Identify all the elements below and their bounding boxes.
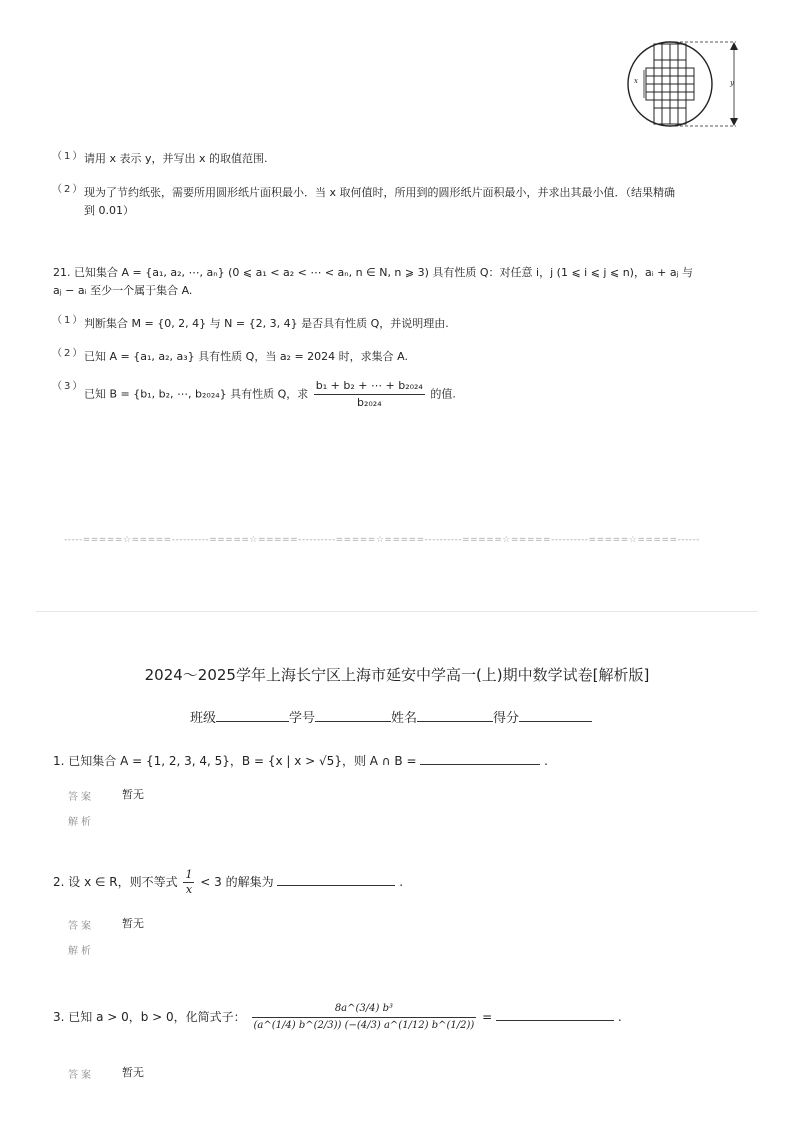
info-row [190,707,592,726]
q2-text: 2. 设 x ∈ R，则不等式 [53,875,178,889]
q21-part3 [84,378,456,411]
q1-answer-value: 暂无 [122,788,144,801]
section-separator: -----=====☆=====----------=====☆=====----------=====☆=====----------=====☆=====----------=====☆=====------ [64,535,701,545]
name-label: 姓名 [391,711,418,726]
q1-analysis-label: 解析 [68,817,94,828]
q2-analysis-label: 解析 [68,946,94,957]
score-field[interactable] [519,709,592,722]
q3-fraction-numerator: 8a^(3/4) b³ [252,1001,477,1018]
diagram-label-y: y [730,79,734,87]
q2-answer-value: 暂无 [122,917,144,930]
q21-part3-number: （3） [52,381,85,392]
page-divider [36,611,758,612]
q21-part3-fraction-denominator: b₂₀₂₄ [357,396,382,409]
q21-part2-text: 已知 A = {a₁, a₂, a₃} 具有性质 Q，当 a₂ = 2024 时，求集合 A. [84,350,408,363]
q3-text: 3. 已知 a > 0，b > 0，化简式子： [53,1010,246,1024]
q21-part3-text-before: 已知 B = {b₁, b₂, ⋯, b₂₀₂₄} 具有性质 Q，求 [84,387,309,401]
question-1 [53,752,548,770]
q3-text-middle: = [482,1010,493,1024]
class-label: 班级 [190,711,217,726]
q1-text-end: . [544,754,548,768]
q3-answer-value: 暂无 [122,1066,144,1079]
q2-answer-label: 答案 [68,921,94,932]
diagram-label-x: x [634,77,638,85]
q2-text-middle: < 3 的解集为 [200,875,274,889]
q21-part2-number: （2） [52,348,85,359]
q21-stem-line1: 21. 已知集合 A = {a₁, a₂, ⋯, aₙ} (0 ⩽ a₁ < a₂ < ⋯ < aₙ, n ∈ N, n ⩾ 3) 具有性质 Q：对任意 i，j (1 ⩽ i ⩽ j ⩽ n)，aᵢ + aⱼ 与 [53,266,694,279]
q2-fraction-numerator: 1 [185,868,193,881]
q1-answer-label: 答案 [68,792,94,803]
score-label: 得分 [493,711,520,726]
q21-part3-fraction [314,378,425,411]
class-field[interactable] [216,709,289,722]
q2-fraction-denominator: x [185,883,193,896]
q20-part1-number: （1） [52,151,85,162]
q2-answer-blank[interactable] [277,873,395,886]
q3-answer-blank[interactable] [496,1008,614,1021]
q3-fraction-denominator: (a^(1/4) b^(2/3)) (−(4/3) a^(1/12) b^(1/2)) [253,1020,475,1031]
circle-grid-diagram [624,38,744,130]
page-title: 2024～2025学年上海长宁区上海市延安中学高一(上)期中数学试卷[解析版] [144,666,650,684]
q3-answer-label: 答案 [68,1070,94,1081]
q1-answer-blank[interactable] [420,752,540,765]
q21-part1-text: 判断集合 M = {0, 2, 4} 与 N = {2, 3, 4} 是否具有性质 Q，并说明理由. [84,317,449,330]
q2-fraction [183,868,194,897]
q21-part3-fraction-numerator: b₁ + b₂ + ⋯ + b₂₀₂₄ [314,378,425,395]
q2-text-end: . [399,875,404,889]
q3-fraction [252,1001,477,1034]
q20-part1-text: 请用 x 表示 y，并写出 x 的取值范围. [84,152,268,165]
question-2 [53,868,403,897]
student-id-label: 学号 [289,711,316,726]
q20-part2-number: （2） [52,184,85,195]
q1-text: 1. 已知集合 A = {1, 2, 3, 4, 5}，B = {x | x > √5}，则 A ∩ B = [53,754,417,768]
q20-part2-text-line2: 到 0.01） [84,204,134,217]
student-id-field[interactable] [315,709,391,722]
q21-part3-text-after: 的值. [430,387,456,401]
question-3 [53,1001,622,1034]
q21-part1-number: （1） [52,315,85,326]
q21-stem-line2: aⱼ − aᵢ 至少一个属于集合 A. [53,284,193,297]
name-field[interactable] [417,709,493,722]
q3-text-end: . [617,1010,622,1024]
q20-part2-text-line1: 现为了节约纸张，需要所用圆形纸片面积最小．当 x 取何值时，所用到的圆形纸片面积最小，并求出其最小值．（结果精确 [84,186,675,199]
